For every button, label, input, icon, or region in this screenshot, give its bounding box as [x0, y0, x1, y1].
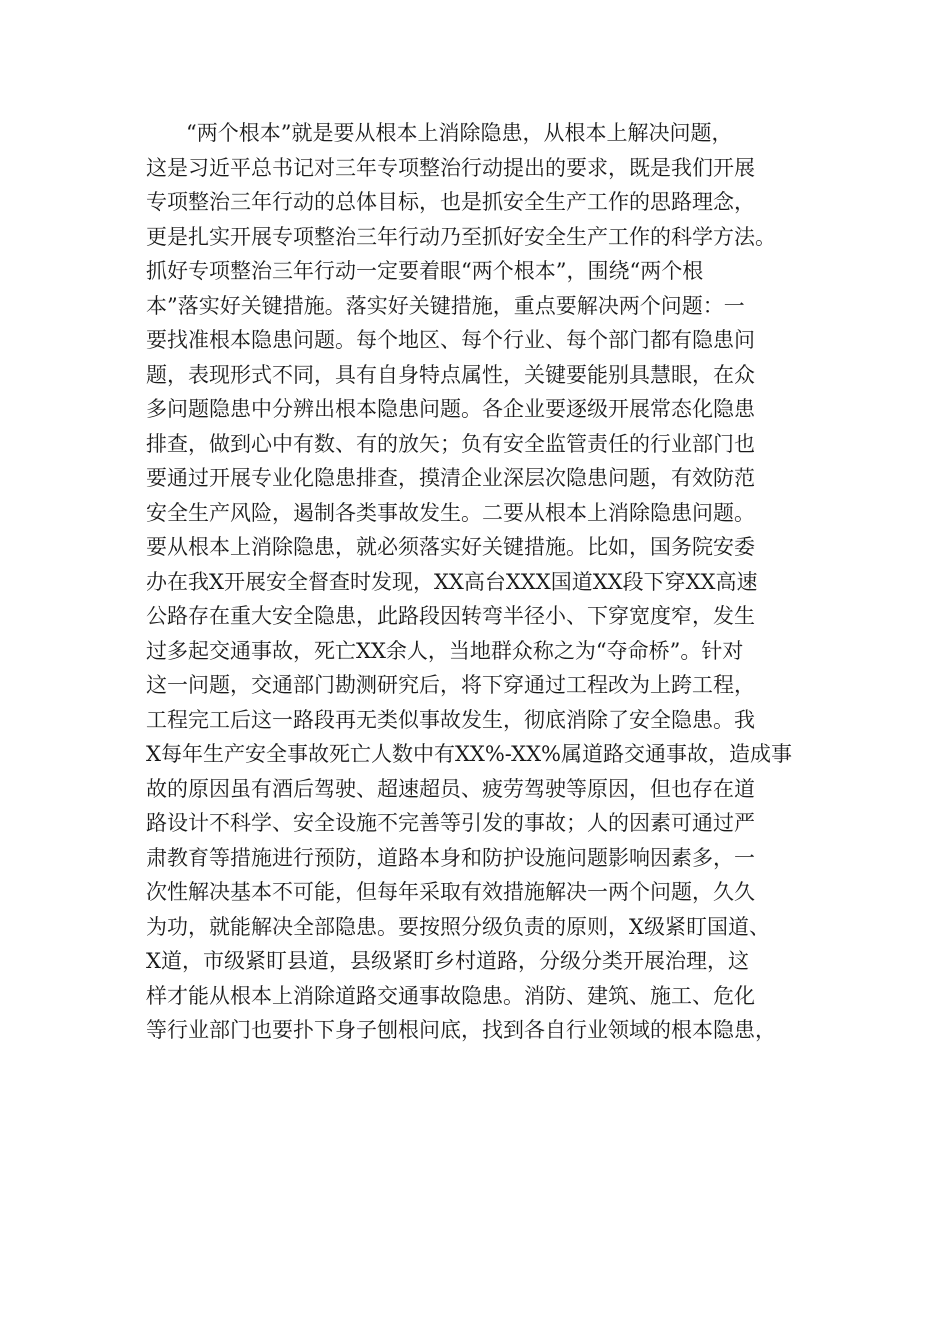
text-line: 为功，就能解决全部隐患。要按照分级负责的原则，X级紧盯国道、 [146, 914, 770, 939]
text-line: X道，市级紧盯县道，县级紧盯乡村道路，分级分类开展治理，这 [146, 949, 749, 973]
text-line: 公路存在重大安全隐患，此路段因转弯半径小、下穿宽度窄，发生 [146, 604, 755, 628]
text-line: 过多起交通事故，死亡XX余人，当地群众称之为“夺命桥”。针对 [146, 638, 744, 663]
text-line: 本”落实好关键措施。落实好关键措施，重点要解决两个问题：一 [146, 293, 745, 318]
text-line: 这是习近平总书记对三年专项整治行动提出的要求，既是我们开展 [146, 155, 755, 180]
text-line: 专项整治三年行动的总体目标，也是抓安全生产工作的思路理念， [146, 190, 755, 214]
text-line: 样才能从根本上消除道路交通事故隐患。消防、建筑、施工、危化 [146, 983, 755, 1008]
text-line: 要找准根本隐患问题。每个地区、每个行业、每个部门都有隐患问 [146, 328, 755, 352]
text-line: 故的原因虽有酒后驾驶、超速超员、疲劳驾驶等原因，但也存在道 [146, 776, 755, 801]
text-line: 题，表现形式不同，具有自身特点属性，关键要能别具慧眼，在众 [146, 362, 755, 387]
text-line: 安全生产风险，遏制各类事故发生。二要从根本上消除隐患问题。 [146, 500, 755, 525]
text-line: “两个根本”就是要从根本上消除隐患，从根本上解决问题， [186, 121, 733, 145]
text-line: 办在我X开展安全督查时发现，XX高台XXX国道XX段下穿XX高速 [146, 569, 758, 594]
text-line: X每年生产安全事故死亡人数中有XX%-XX%属道路交通事故，造成事 [146, 742, 793, 766]
text-line: 抓好专项整治三年行动一定要着眼“两个根本”，围绕“两个根 [146, 259, 704, 283]
text-line: 次性解决基本不可能，但每年采取有效措施解决一两个问题，久久 [146, 880, 755, 904]
text-line: 多问题隐患中分辨出根本隐患问题。各企业要逐级开展常态化隐患 [146, 397, 755, 421]
text-line: 等行业部门也要扑下身子刨根问底，找到各自行业领域的根本隐患， [146, 1018, 776, 1042]
text-line: 排查，做到心中有数、有的放矢；负有安全监管责任的行业部门也 [146, 431, 755, 456]
body-text [146, 116, 826, 1048]
text-line: 肃教育等措施进行预防，道路本身和防护设施问题影响因素多，一 [146, 845, 755, 870]
text-line: 更是扎实开展专项整治三年行动乃至抓好安全生产工作的科学方法。 [146, 224, 776, 249]
text-line: 工程完工后这一路段再无类似事故发生，彻底消除了安全隐患。我 [146, 707, 755, 732]
text-line: 要通过开展专业化隐患排查，摸清企业深层次隐患问题，有效防范 [146, 466, 755, 490]
text-line: 要从根本上消除隐患，就必须落实好关键措施。比如，国务院安委 [146, 535, 755, 559]
text-line: 这一问题，交通部门勘测研究后，将下穿通过工程改为上跨工程， [146, 673, 755, 697]
text-line: 路设计不科学、安全设施不完善等引发的事故；人的因素可通过严 [146, 811, 755, 835]
